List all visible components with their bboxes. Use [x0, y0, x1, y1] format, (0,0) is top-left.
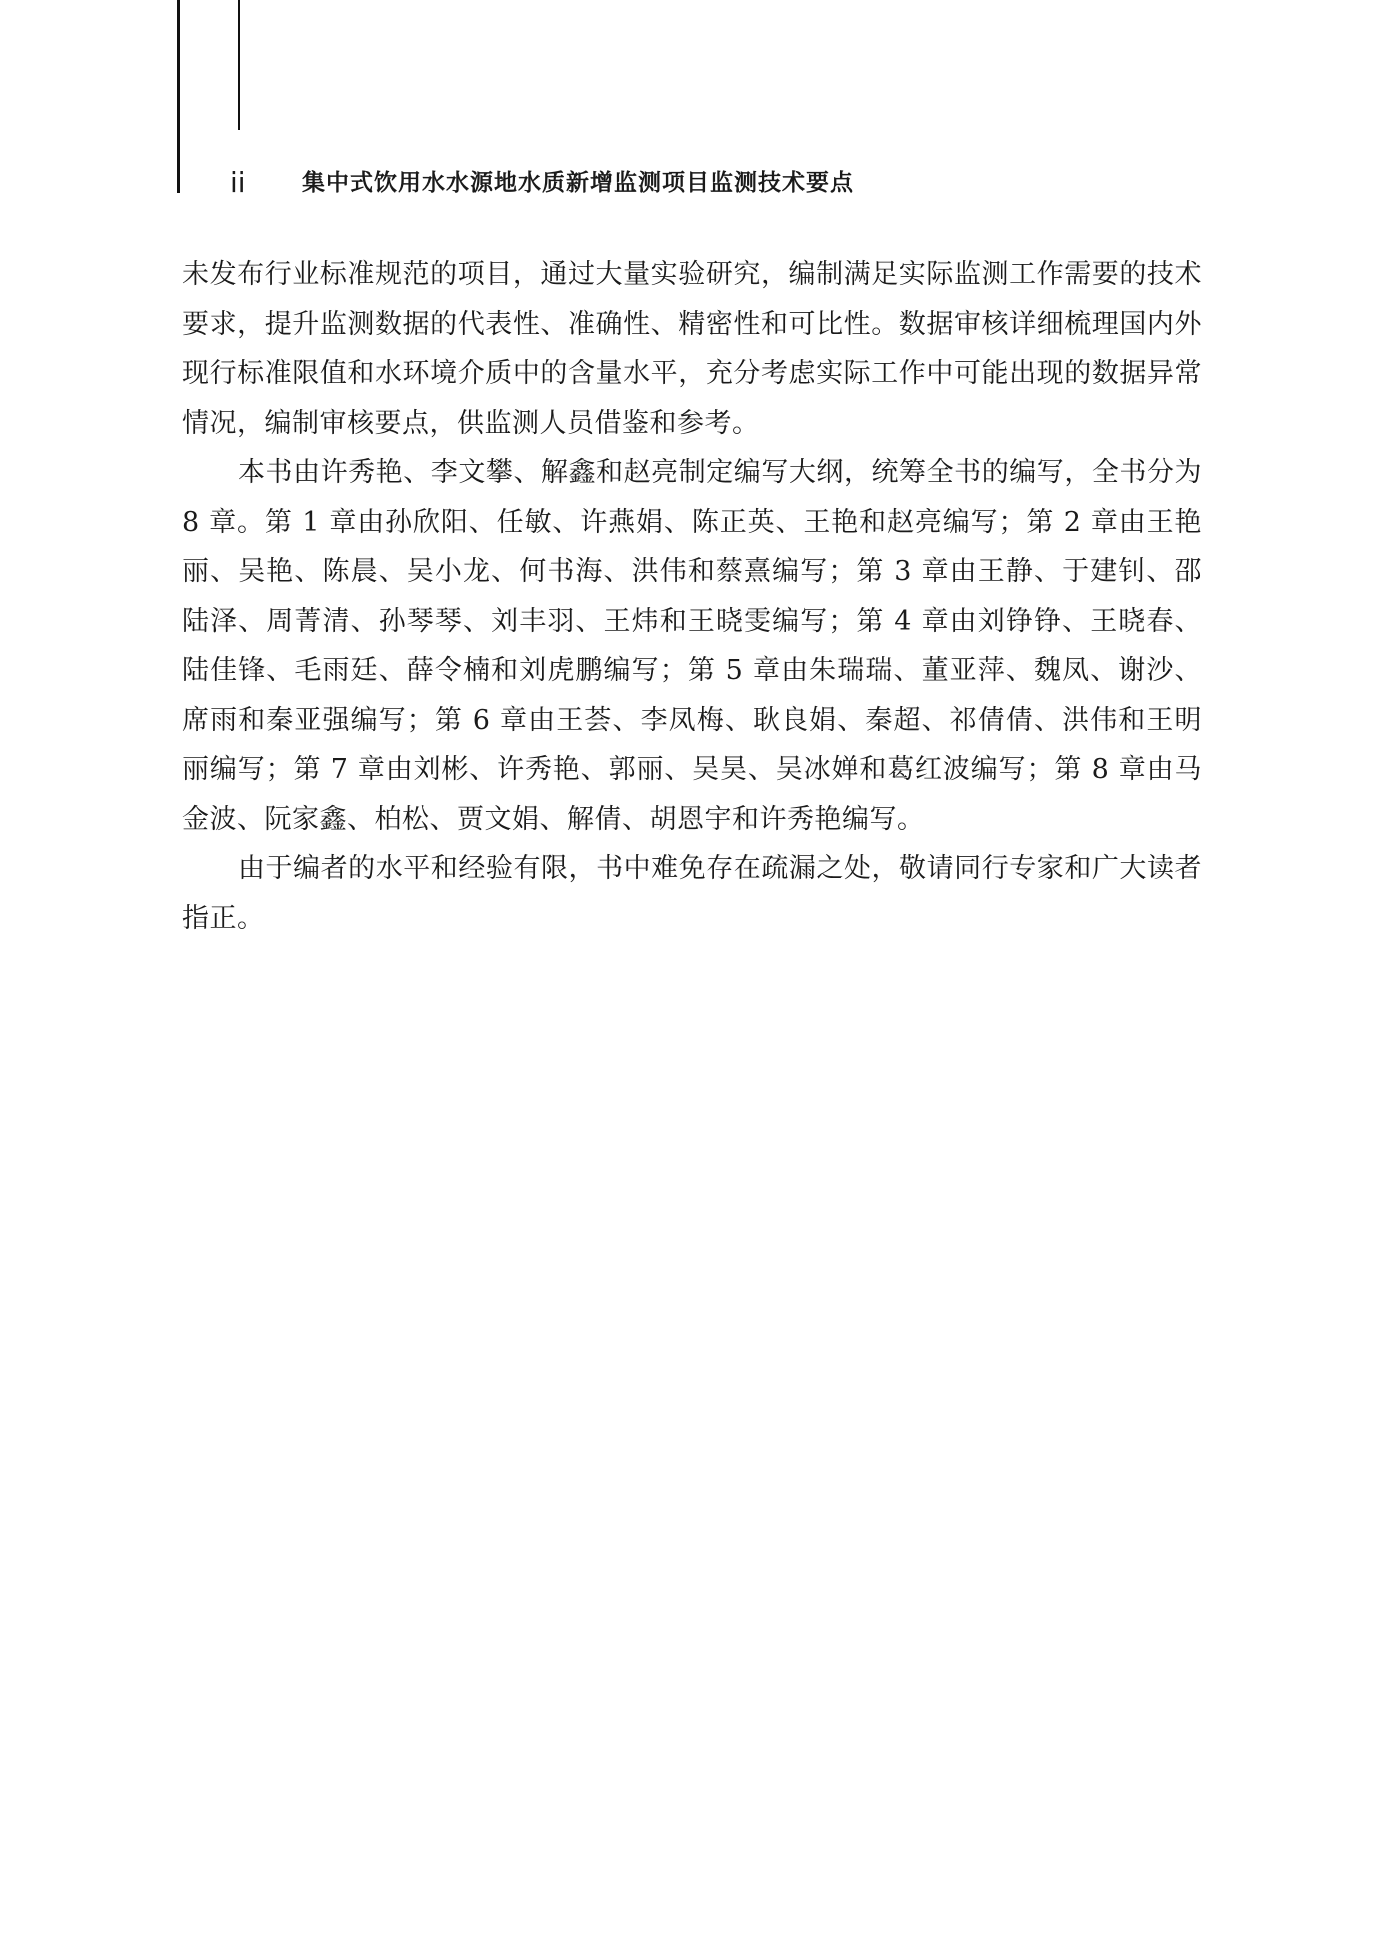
page-folio: ii	[230, 166, 246, 199]
paragraph-closing: 由于编者的水平和经验有限，书中难免存在疏漏之处，敬请同行专家和广大读者指正。	[182, 853, 1202, 934]
paragraph-continued: 未发布行业标准规范的项目，通过大量实验研究，编制满足实际监测工作需要的技术要求，提升监测数据的代表性、准确性、精密性和可比性。数据审核详细梳理国内外现行标准限值和水环境介质中的含量水平，充分考虑实际工作中可能出现的数据异常情况，编制审核要点，供监测人员借鉴和参考。	[182, 259, 1202, 439]
body-text	[182, 250, 1202, 943]
margin-rule-inner	[238, 0, 240, 130]
paragraph-authors: 本书由许秀艳、李文攀、解鑫和赵亮制定编写大纲，统筹全书的编写，全书分为 8 章。第 1 章由孙欣阳、任敏、许燕娟、陈正英、王艳和赵亮编写；第 2 章由王艳丽、吴艳、陈晨、吴小龙、何书海、洪伟和蔡熹编写；第 3 章由王静、于建钊、邵陆泽、周菁清、孙琴琴、刘丰羽、王炜和王晓雯编写；第 4 章由刘铮铮、王晓春、陆佳锋、毛雨廷、薛令楠和刘虎鹏编写；第 5 章由朱瑞瑞、董亚萍、魏凤、谢沙、席雨和秦亚强编写；第 6 章由王荟、李凤梅、耿良娟、秦超、祁倩倩、洪伟和王明丽编写；第 7 章由刘彬、许秀艳、郭丽、吴昊、吴冰婵和葛红波编写；第 8 章由马金波、阮家鑫、柏松、贾文娟、解倩、胡恩宇和许秀艳编写。	[182, 457, 1202, 835]
running-title: 集中式饮用水水源地水质新增监测项目监测技术要点	[302, 170, 854, 196]
margin-rule-outer	[177, 0, 180, 193]
